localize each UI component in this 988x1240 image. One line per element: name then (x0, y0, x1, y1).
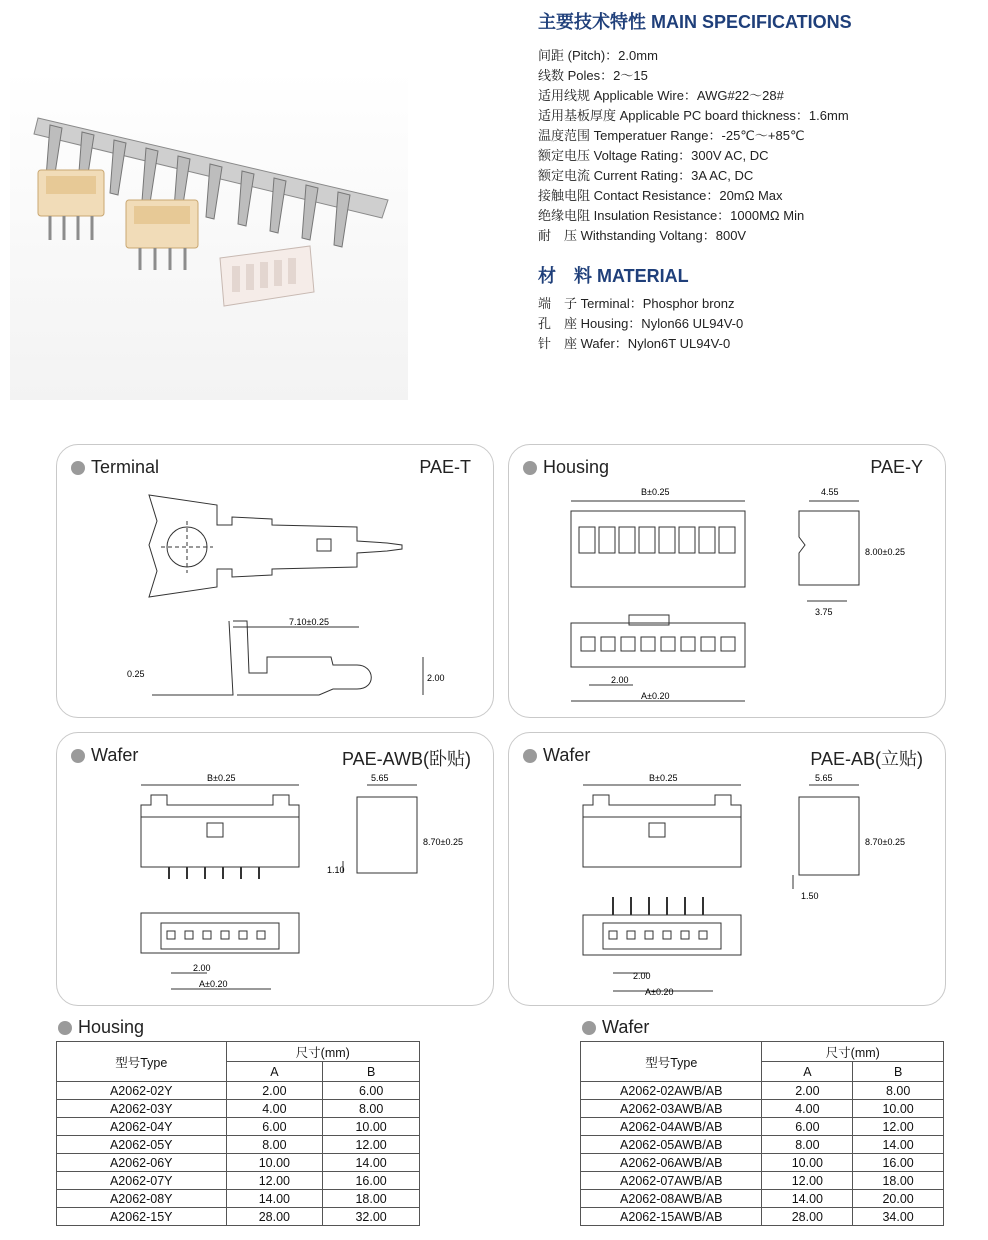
column-header-b: B (853, 1062, 944, 1082)
wafer-ab-a-dimension: A±0.20 (645, 987, 674, 997)
column-header-type: 型号Type (581, 1042, 762, 1082)
wafer-awb-a-dimension: A±0.20 (199, 979, 228, 989)
main-specifications-title: 主要技术特性 MAIN SPECIFICATIONS (538, 12, 852, 32)
table-row: A2062-04Y 6.00 10.00 (57, 1118, 420, 1136)
terminal-thickness-dimension: 0.25 (127, 669, 145, 679)
spec-temperature: 温度范围 Temperatuer Range：-25℃～+85℃ (538, 128, 805, 143)
wafer-ab-pitch-dimension: 2.00 (633, 971, 651, 981)
material-wafer: 针 座 Wafer：Nylon6T UL94V-0 (538, 336, 731, 351)
wafer-part-2 (126, 200, 198, 270)
wafer-ab-depth-dimension: 5.65 (815, 773, 833, 783)
column-header-a: A (226, 1062, 323, 1082)
bullet-icon (582, 1021, 596, 1035)
table-row: A2062-04AWB/AB 6.00 12.00 (581, 1118, 944, 1136)
wafer-ab-height-dimension: 8.70±0.25 (865, 837, 905, 847)
housing-panel (508, 444, 946, 718)
wafer-part-1 (38, 170, 104, 240)
wafer-ab-b-dimension: B±0.25 (649, 773, 678, 783)
housing-drawing (509, 445, 945, 717)
housing-panel-title: Housing (523, 457, 609, 478)
wafer-table-title: Wafer (582, 1017, 649, 1038)
specifications-list (538, 46, 849, 246)
column-header-size: 尺寸(mm) (226, 1042, 420, 1062)
product-photo (10, 70, 408, 400)
material-title: 材 料 MATERIAL (538, 266, 689, 286)
wafer-awb-part-code: PAE-AWB(卧贴) (342, 749, 471, 769)
spec-pitch: 间距 (Pitch)：2.0mm (538, 48, 658, 63)
housing-size-table (56, 1041, 420, 1226)
table-row: A2062-15Y 28.00 32.00 (57, 1208, 420, 1226)
table-row: A2062-06Y 10.00 14.00 (57, 1154, 420, 1172)
spec-insulation-resistance: 绝缘电阻 Insulation Resistance：1000MΩ Min (538, 208, 805, 223)
table-row: A2062-08AWB/AB 14.00 20.00 (581, 1190, 944, 1208)
spec-pcb-thickness: 适用基板厚度 Applicable PC board thickness：1.6mm (538, 108, 849, 123)
bullet-icon (58, 1021, 72, 1035)
terminal-part-code: PAE-T (419, 457, 471, 477)
material-housing: 孔 座 Housing：Nylon66 UL94V-0 (538, 316, 744, 331)
spec-poles: 线数 Poles：2～15 (538, 68, 648, 83)
table-row: A2062-15AWB/AB 28.00 34.00 (581, 1208, 944, 1226)
wafer-awb-panel (56, 732, 494, 1006)
wafer-ab-pin-dimension: 1.50 (801, 891, 819, 901)
spec-wire: 适用线规 Applicable Wire：AWG#22～28# (538, 88, 784, 103)
wafer-ab-panel (508, 732, 946, 1006)
wafer-awb-panel-title: Wafer (71, 745, 138, 766)
material-terminal: 端 子 Terminal：Phosphor bronz (538, 296, 735, 311)
wafer-awb-depth-dimension: 5.65 (371, 773, 389, 783)
wafer-awb-pin-dimension: 1.10 (327, 865, 345, 875)
terminal-panel (56, 444, 494, 718)
wafer-awb-drawing (57, 733, 493, 1005)
housing-pitch-dimension: 2.00 (611, 675, 629, 685)
table-row: A2062-03Y 4.00 8.00 (57, 1100, 420, 1118)
material-list (538, 294, 743, 354)
table-row: A2062-02Y 2.00 6.00 (57, 1082, 420, 1100)
housing-a-dimension: A±0.20 (641, 691, 670, 701)
wafer-awb-height-dimension: 8.70±0.25 (423, 837, 463, 847)
housing-b-dimension: B±0.25 (641, 487, 670, 497)
housing-depth-dimension: 4.55 (821, 487, 839, 497)
table-row: A2062-03AWB/AB 4.00 10.00 (581, 1100, 944, 1118)
column-header-size: 尺寸(mm) (762, 1042, 944, 1062)
housing-table-title: Housing (58, 1017, 144, 1038)
table-row: A2062-05AWB/AB 8.00 14.00 (581, 1136, 944, 1154)
column-header-type: 型号Type (57, 1042, 227, 1082)
table-row: A2062-05Y 8.00 12.00 (57, 1136, 420, 1154)
wafer-awb-b-dimension: B±0.25 (207, 773, 236, 783)
spec-contact-resistance: 接触电阻 Contact Resistance：20mΩ Max (538, 188, 783, 203)
table-row: A2062-08Y 14.00 18.00 (57, 1190, 420, 1208)
terminal-panel-title: Terminal (71, 457, 159, 478)
column-header-b: B (323, 1062, 420, 1082)
housing-bottom-dimension: 3.75 (815, 607, 833, 617)
wafer-ab-drawing (509, 733, 945, 1005)
wafer-ab-panel-title: Wafer (523, 745, 590, 766)
terminal-height-dimension: 2.00 (427, 673, 445, 683)
table-row: A2062-06AWB/AB 10.00 16.00 (581, 1154, 944, 1172)
spec-withstanding-voltage: 耐 压 Withstanding Voltang：800V (538, 228, 747, 243)
housing-part (220, 246, 314, 306)
spec-voltage: 额定电压 Voltage Rating：300V AC, DC (538, 148, 769, 163)
housing-height-dimension: 8.00±0.25 (865, 547, 905, 557)
spec-current: 额定电流 Current Rating：3A AC, DC (538, 168, 754, 183)
wafer-ab-part-code: PAE-AB(立贴) (810, 749, 923, 769)
table-row: A2062-02AWB/AB 2.00 8.00 (581, 1082, 944, 1100)
product-photo-illustration (10, 70, 408, 400)
table-row: A2062-07Y 12.00 16.00 (57, 1172, 420, 1190)
wafer-awb-pitch-dimension: 2.00 (193, 963, 211, 973)
housing-part-code: PAE-Y (870, 457, 923, 477)
column-header-a: A (762, 1062, 853, 1082)
terminal-drawing (57, 445, 493, 717)
terminal-length-dimension: 7.10±0.25 (289, 617, 329, 627)
table-row: A2062-07AWB/AB 12.00 18.00 (581, 1172, 944, 1190)
wafer-size-table (580, 1041, 944, 1226)
